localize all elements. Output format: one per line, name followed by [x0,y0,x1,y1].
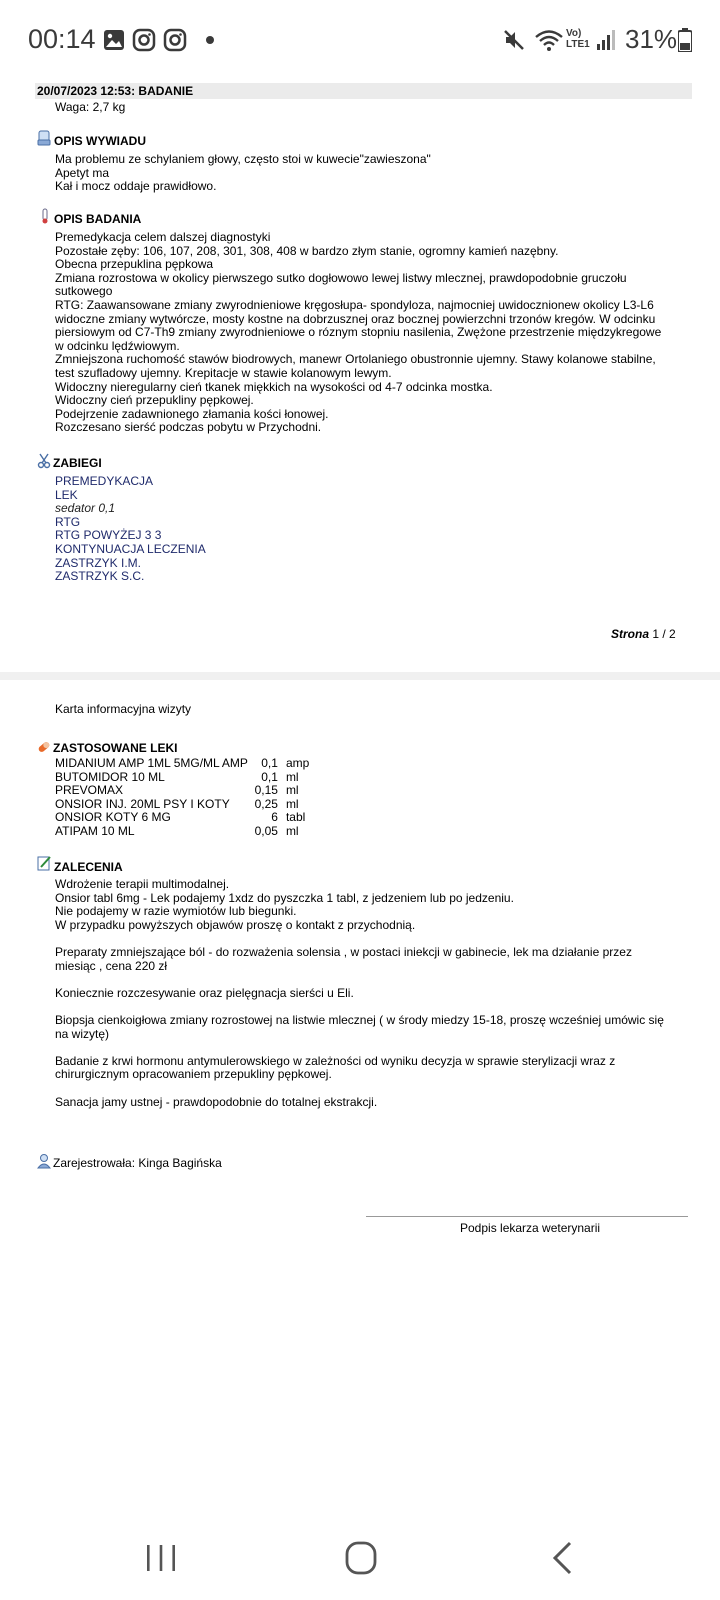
recommendations-title: ZALECENIA [54,860,123,874]
procedure-item: PREMEDYKACJA [55,474,154,488]
page2-header: Karta informacyjna wizyty [55,702,192,716]
exam-line: Widoczny cień przepukliny pępkowej. [55,393,254,408]
rec-line: Preparaty zmniejszające ból - do rozważenia solensia , w postaci iniekcji w gabinecie, lek ma działanie przez [55,944,632,959]
user-icon [37,1153,51,1169]
med-unit: ml [285,796,299,811]
med-unit: ml [285,783,299,798]
rec-line: Nie podajemy w razie wymiotów lub biegunki. [55,904,297,919]
instagram-icon [163,28,187,52]
signal-icon [596,28,618,52]
mute-icon [502,28,526,52]
procedures-title: ZABIEGI [53,456,102,470]
procedure-item: KONTYNUACJA LECZENIA [55,541,206,556]
recommendations-text [55,878,695,1109]
procedures-list [55,475,206,584]
thermometer-icon [38,208,52,224]
interview-line: Apetyt ma [55,165,110,180]
exam-line: widoczne zmiany wytwórcze, mosty kostne na dobrzusznej oraz bocznej powierzchni trzonów kregów. W odcinku [55,311,656,326]
med-unit: tabl [285,810,306,825]
pill-icon [37,739,51,755]
page-separator [0,672,720,680]
table-row [55,811,326,825]
interview-icon [37,130,51,146]
exam-line: w odcinku lędźwiowym. [55,338,180,353]
medications-title: ZASTOSOWANE LEKI [53,741,178,755]
table-row [55,771,326,785]
rec-line: Koniecznie rozczesywanie oraz pielęgnacja sierści u Eli. [55,985,354,1000]
rec-line: na wizytę) [55,1026,110,1041]
table-row [55,798,326,812]
rec-line: Wdrożenie terapii multimodalnej. [55,877,230,891]
exam-line: Zmniejszona ruchomość stawów biodrowych, manewr Ortolaniego obustronnie ujemny. Stawy kolanowe stabilne, [55,352,656,367]
rec-line: Badanie z krwi hormonu antymulerowskiego w zależności od wyniku decyzja w sprawie sterylizacji wraz z [55,1053,616,1068]
med-name: ATIPAM 10 ML [55,823,135,838]
exam-line: RTG: Zaawansowane zmiany zwyrodnieniowe kręgosłupa- spondyloza, najmocniej uwidocznionew okolicy L3-L6 [55,297,654,312]
scissors-icon [37,453,51,469]
examination-title: OPIS BADANIA [54,212,142,226]
table-row [55,825,326,839]
exam-line: Premedykacja celem dalszej diagnostyki [55,230,271,244]
wifi-icon [534,28,564,52]
table-row [55,757,326,771]
med-qty: 0,05 [254,823,278,838]
status-bar [0,0,720,80]
rec-line: chirurgicznym opracowaniem przepukliny pępkowej. [55,1067,332,1082]
med-qty: 0,1 [261,756,278,770]
exam-line: Obecna przepuklina pępkowa [55,257,214,272]
interview-line: Ma problemu ze schylaniem głowy, często stoi w kuwecie"zawieszona" [55,152,431,166]
status-time: 00:14 [28,24,96,54]
med-qty: 0,15 [254,783,278,798]
rec-line: Biopsja cienkoigłowa zmiany rozrostowej na listwie mlecznej ( w środy miedzy 15-18, proszę wcześniej umówic się [55,1012,664,1027]
exam-line: test szufladowy ujemny. Krepitacje w stawie kolanowym lewym. [55,365,392,380]
procedure-item: ZASTRZYK I.M. [55,555,142,570]
med-name: ONSIOR INJ. 20ML PSY I KOTY [55,796,230,811]
med-unit: ml [285,769,299,784]
exam-line: Widoczny nieregularny cień tkanek miękkich na wysokości od 4-7 odcinka mostka. [55,379,493,394]
rec-line: W przypadku powyższych objawów proszę o kontakt z przychodnią. [55,917,416,932]
page-total: / 2 [662,627,676,641]
page-number [611,627,676,641]
examination-text [55,231,695,435]
procedure-item: LEK [55,487,78,502]
back-button[interactable] [550,1540,576,1576]
med-qty: 0,25 [254,796,278,811]
exam-line: Pozostałe zęby: 106, 107, 208, 301, 308, 408 w bardzo złym stanie, ogromny kamień nazębny. [55,243,559,258]
medications-table [55,757,326,839]
weight: Waga: 2,7 kg [55,100,126,114]
page-current: 1 [652,627,660,641]
visit-header: 20/07/2023 12:53: BADANIE [37,84,194,98]
med-qty: 0,1 [261,769,278,784]
navigation-bar [0,1520,720,1600]
exam-line: piersiowym od C7-Th9 zmiany zwyrodnieniowe o róznym stopniu nasilenia, Zwężone przestrzenie międzykregowe [55,325,662,340]
signature-label: Podpis lekarza weterynarii [460,1221,601,1235]
edit-note-icon [37,855,51,871]
rec-line: miesiąc , cena 220 zł [55,958,168,973]
procedure-item: ZASTRZYK S.C. [55,569,145,584]
exam-line: sutkowego [55,284,113,299]
med-qty: 6 [271,810,278,825]
interview-text [55,153,431,194]
gallery-icon [102,28,126,52]
rec-line: Sanacja jamy ustnej - prawdopodobnie do totalnej ekstrakcji. [55,1094,378,1109]
table-row [55,784,326,798]
med-unit: amp [285,756,310,770]
page-label: Strona [611,627,650,641]
med-name: ONSIOR KOTY 6 MG [55,810,171,825]
home-button[interactable] [344,1540,378,1576]
rec-line: Onsior tabl 6mg - Lek podajemy 1xdz do pyszczka 1 tabl, z jedzeniem lub po jedzeniu. [55,890,514,905]
battery-icon [678,28,692,52]
interview-line: Kał i mocz oddaje prawidłowo. [55,179,217,194]
registered-by: Zarejestrowała: Kinga Bagińska [53,1156,222,1170]
signature-line [366,1216,688,1217]
exam-line: Rozczesano sierść podczas pobytu w Przychodni. [55,420,322,435]
med-name: MIDANIUM AMP 1ML 5MG/ML AMP [55,756,248,770]
procedure-item: RTG POWYŻEJ 3 3 [55,528,162,543]
procedure-note: sedator 0,1 [55,501,116,516]
network-type-label: Vo) LTE1 [566,28,590,50]
exam-line: Zmiana rozrostowa w okolicy pierwszego sutko dogłowowo lewej listwy mlecznej, prawdopodobnie gruczołu [55,270,627,285]
med-name: BUTOMIDOR 10 ML [55,769,165,784]
notification-dot-icon [206,36,214,44]
procedure-item: RTG [55,514,81,529]
interview-title: OPIS WYWIADU [54,134,146,148]
exam-line: Podejrzenie zadawnionego złamania kości łonowej. [55,406,329,421]
battery-percent: 31% [625,24,678,54]
recent-apps-button[interactable] [144,1541,178,1575]
instagram-icon [132,28,156,52]
med-unit: ml [285,823,299,838]
med-name: PREVOMAX [55,783,124,798]
